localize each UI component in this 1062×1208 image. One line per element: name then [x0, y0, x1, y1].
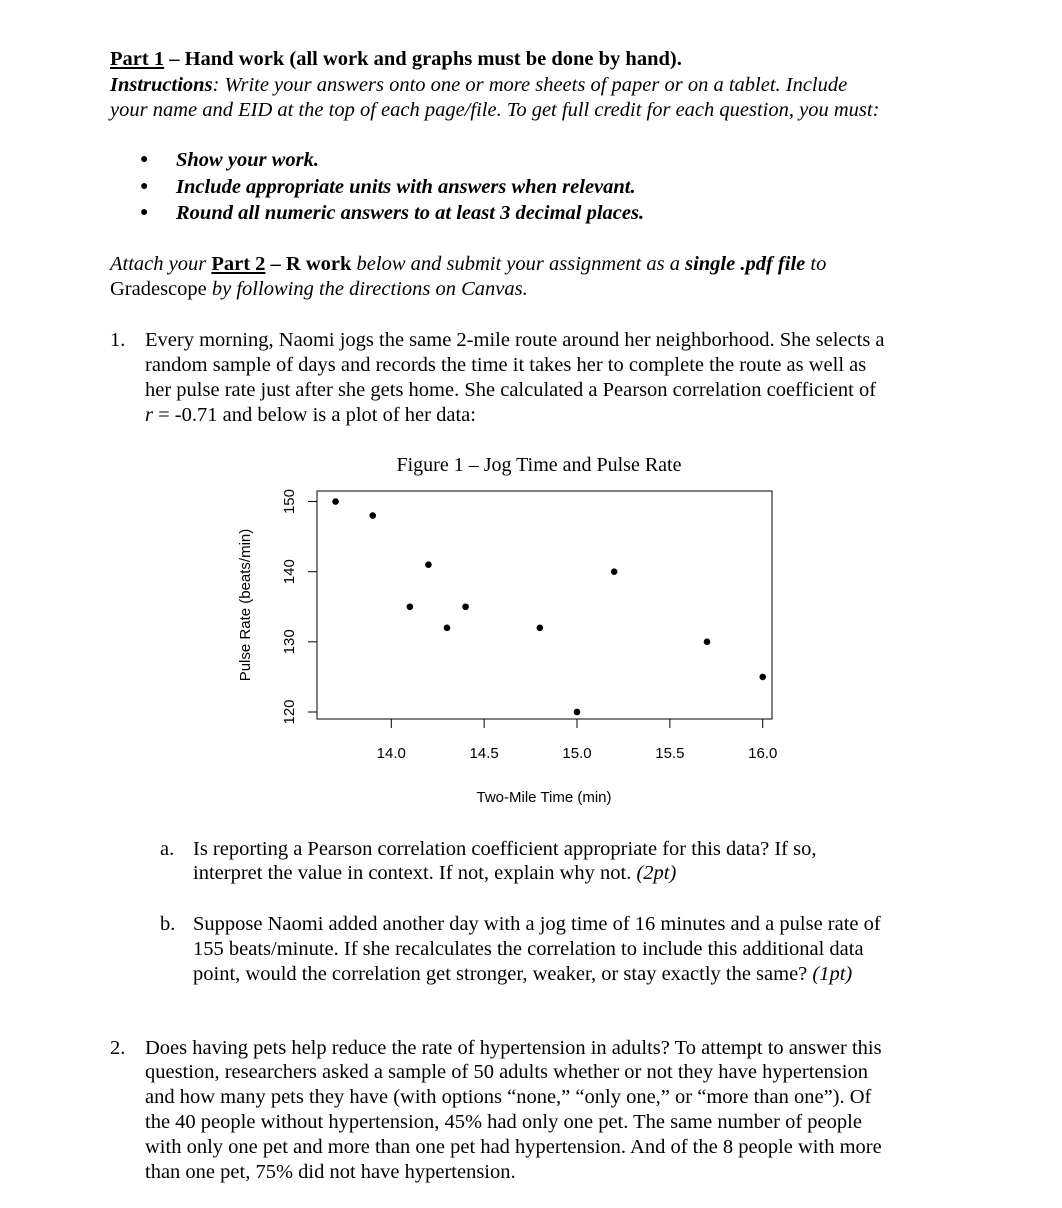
q2-line-3: and how many pets they have (with options “none,” “only one,” or “more than one”). Of — [145, 1086, 872, 1108]
data-point — [369, 512, 376, 519]
part1-heading-rest: – Hand work (all work and graphs must be done by hand). — [164, 48, 682, 70]
part1-label: Part 1 — [110, 48, 165, 70]
q1-line-3: her pulse rate just after she gets home. She calculated a Pearson correlation coefficient of — [145, 379, 877, 401]
q1b-line-2: 155 beats/minute. If she recalculates the correlation to include this additional data — [193, 938, 864, 960]
q2-line-4: the 40 people without hypertension, 45% had only one pet. The same number of people — [145, 1111, 862, 1133]
y-axis-label: Pulse Rate (beats/min) — [237, 528, 254, 682]
q1a-line-2 — [193, 861, 676, 885]
q1b-label: b. — [160, 913, 176, 935]
q1a-line-1: Is reporting a Pearson correlation coefficient appropriate for this data? If so, — [193, 838, 817, 860]
q1-line-4 — [145, 403, 476, 427]
y-tick-label: 140 — [281, 559, 298, 585]
x-tick-label: 15.5 — [655, 745, 685, 762]
q1b-text-3: point, would the correlation get stronger, weaker, or stay exactly the same? — [193, 963, 813, 985]
q1b-line-1: Suppose Naomi added another day with a jog time of 16 minutes and a pulse rate of — [193, 913, 881, 935]
bullet-show-work: ● Show your work. — [140, 147, 644, 174]
data-point — [444, 625, 451, 632]
x-axis — [377, 719, 778, 762]
attach-pre: Attach your — [110, 253, 212, 275]
x-tick-label: 14.0 — [376, 745, 406, 762]
part2-rest: – R work — [265, 253, 352, 275]
bullet-units: ● Include appropriate units with answers when relevant. — [140, 174, 644, 201]
q1-line-1: Every morning, Naomi jogs the same 2-mile route around her neighborhood. She selects a — [145, 329, 885, 351]
data-point — [574, 709, 581, 716]
requirements-list — [140, 147, 644, 227]
q1b-points: (1pt) — [812, 963, 853, 985]
scatter-plot — [0, 450, 1062, 806]
part2-label: Part 2 — [211, 253, 266, 275]
data-point — [537, 625, 544, 632]
q2-line-5: with only one pet and more than one pet had hypertension. And of the 8 people with more — [145, 1136, 882, 1158]
data-point — [407, 603, 414, 610]
attach-line-1 — [110, 252, 826, 276]
instructions-line-2: your name and EID at the top of each page/file. To get full credit for each question, you must: — [110, 99, 880, 121]
data-point — [425, 561, 432, 568]
data-point — [332, 498, 339, 505]
r-symbol: r — [145, 404, 153, 426]
data-point — [704, 639, 711, 646]
data-point — [462, 603, 469, 610]
single-pdf-text: single .pdf file — [685, 253, 806, 275]
data-points — [332, 498, 766, 715]
y-axis — [281, 489, 317, 724]
y-tick-label: 150 — [281, 489, 298, 515]
x-tick-label: 14.5 — [469, 745, 499, 762]
instructions-label: Instructions — [110, 74, 213, 96]
bullet-rounding: ● Round all numeric answers to at least 3 decimal places. — [140, 200, 644, 227]
attach-mid: below and submit your assignment as a — [351, 253, 686, 275]
q1a-label: a. — [160, 838, 175, 860]
chart-title: Figure 1 – Jog Time and Pulse Rate — [396, 454, 682, 476]
q1-number: 1. — [110, 329, 126, 351]
q2-line-6: than one pet, 75% did not have hypertension. — [145, 1161, 516, 1183]
q2-number: 2. — [110, 1037, 126, 1059]
attach-to: to — [805, 253, 827, 275]
q1b-line-3 — [193, 962, 852, 986]
q1a-text-2: interpret the value in context. If not, explain why not. — [193, 862, 637, 884]
data-point — [759, 674, 766, 681]
y-tick-label: 120 — [281, 699, 298, 725]
x-tick-label: 15.0 — [562, 745, 592, 762]
y-tick-label: 130 — [281, 629, 298, 655]
x-axis-label: Two-Mile Time (min) — [476, 789, 612, 806]
q2-line-2: question, researchers asked a sample of 50 adults whether or not they have hypertension — [145, 1061, 868, 1083]
q1a-points: (2pt) — [636, 862, 677, 884]
attach-line2-rest: by following the directions on Canvas. — [206, 278, 528, 300]
instructions-text-1: : Write your answers onto one or more sheets of paper or on a tablet. Include — [212, 74, 848, 96]
part1-heading — [110, 47, 682, 71]
q2-line-1: Does having pets help reduce the rate of hypertension in adults? To attempt to answer this — [145, 1037, 882, 1059]
instructions-line-1 — [110, 73, 847, 97]
gradescope-text: Gradescope — [110, 278, 207, 300]
q1-line-2: random sample of days and records the time it takes her to complete the route as well as — [145, 354, 867, 376]
q1-r-rest: = -0.71 and below is a plot of her data: — [152, 404, 476, 426]
data-point — [611, 568, 618, 575]
x-tick-label: 16.0 — [748, 745, 778, 762]
attach-line-2 — [110, 277, 528, 301]
plot-frame — [317, 491, 772, 719]
